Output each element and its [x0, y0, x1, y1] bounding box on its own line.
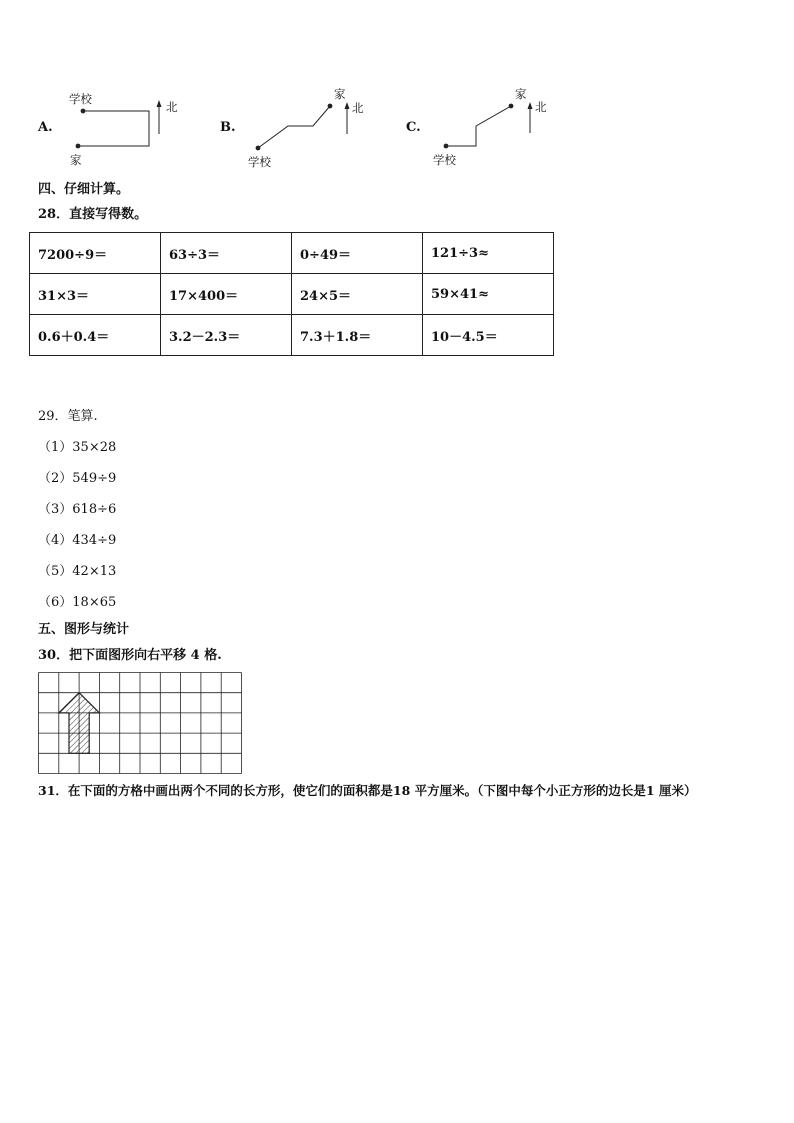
option-a-label: A. — [38, 120, 53, 135]
table-cell: 3.2－2.3＝ — [161, 315, 292, 356]
option-b-label: B. — [220, 120, 236, 135]
option-c-home: 家 — [515, 87, 527, 101]
section-5-heading: 五、图形与统计 — [38, 622, 130, 637]
option-b-school: 学校 — [248, 155, 271, 169]
table-cell: 31×3＝ — [30, 274, 161, 315]
option-c-school: 学校 — [433, 153, 456, 167]
q29-item-1: （1）35×28 — [38, 440, 117, 455]
table-cell: 63÷3＝ — [161, 233, 292, 274]
table-cell: 7.3＋1.8＝ — [292, 315, 423, 356]
q29-item-3: （3）618÷6 — [38, 502, 117, 517]
table-cell: 17×400＝ — [161, 274, 292, 315]
table-row — [30, 274, 554, 315]
option-a-home: 家 — [70, 153, 82, 167]
q28-title: 28．直接写得数。 — [38, 207, 148, 222]
q29-title: 29．笔算. — [38, 409, 98, 424]
table-cell: 7200÷9＝ — [30, 233, 161, 274]
table-cell: 24×5＝ — [292, 274, 423, 315]
table-cell: 121÷3≈ — [423, 233, 554, 274]
option-b-north: 北 — [352, 101, 364, 115]
q31-title: 31．在下面的方格中画出两个不同的长方形，使它们的面积都是18 平方厘米。（下图中每个小正方形的边长是1 厘米） — [38, 783, 697, 798]
q29-item-5: （5）42×13 — [38, 564, 117, 579]
q29-item-6: （6）18×65 — [38, 595, 117, 610]
option-a-north: 北 — [166, 100, 178, 114]
option-c — [406, 84, 566, 174]
option-b-home: 家 — [334, 87, 346, 101]
translation-grid — [38, 672, 244, 780]
option-a-route-diagram — [38, 88, 188, 168]
option-b-route-diagram — [220, 84, 380, 174]
table-cell: 0.6＋0.4＝ — [30, 315, 161, 356]
table-row — [30, 233, 554, 274]
option-a-school: 学校 — [69, 92, 92, 106]
option-a — [38, 88, 188, 168]
q30-title: 30．把下面图形向右平移 4 格. — [38, 648, 222, 663]
option-c-north: 北 — [535, 100, 547, 114]
option-c-label: C. — [406, 120, 421, 135]
section-4-heading: 四、仔细计算。 — [38, 182, 130, 197]
option-c-route-diagram — [406, 84, 566, 174]
option-b — [220, 84, 380, 174]
grid-with-arrow-shape — [38, 672, 244, 776]
q29-item-4: （4）434÷9 — [38, 533, 117, 548]
table-row — [30, 315, 554, 356]
q29-item-2: （2）549÷9 — [38, 471, 117, 486]
table-cell: 10－4.5＝ — [423, 315, 554, 356]
mental-math-table — [29, 232, 554, 356]
table-cell: 0÷49＝ — [292, 233, 423, 274]
table-cell: 59×41≈ — [423, 274, 554, 315]
